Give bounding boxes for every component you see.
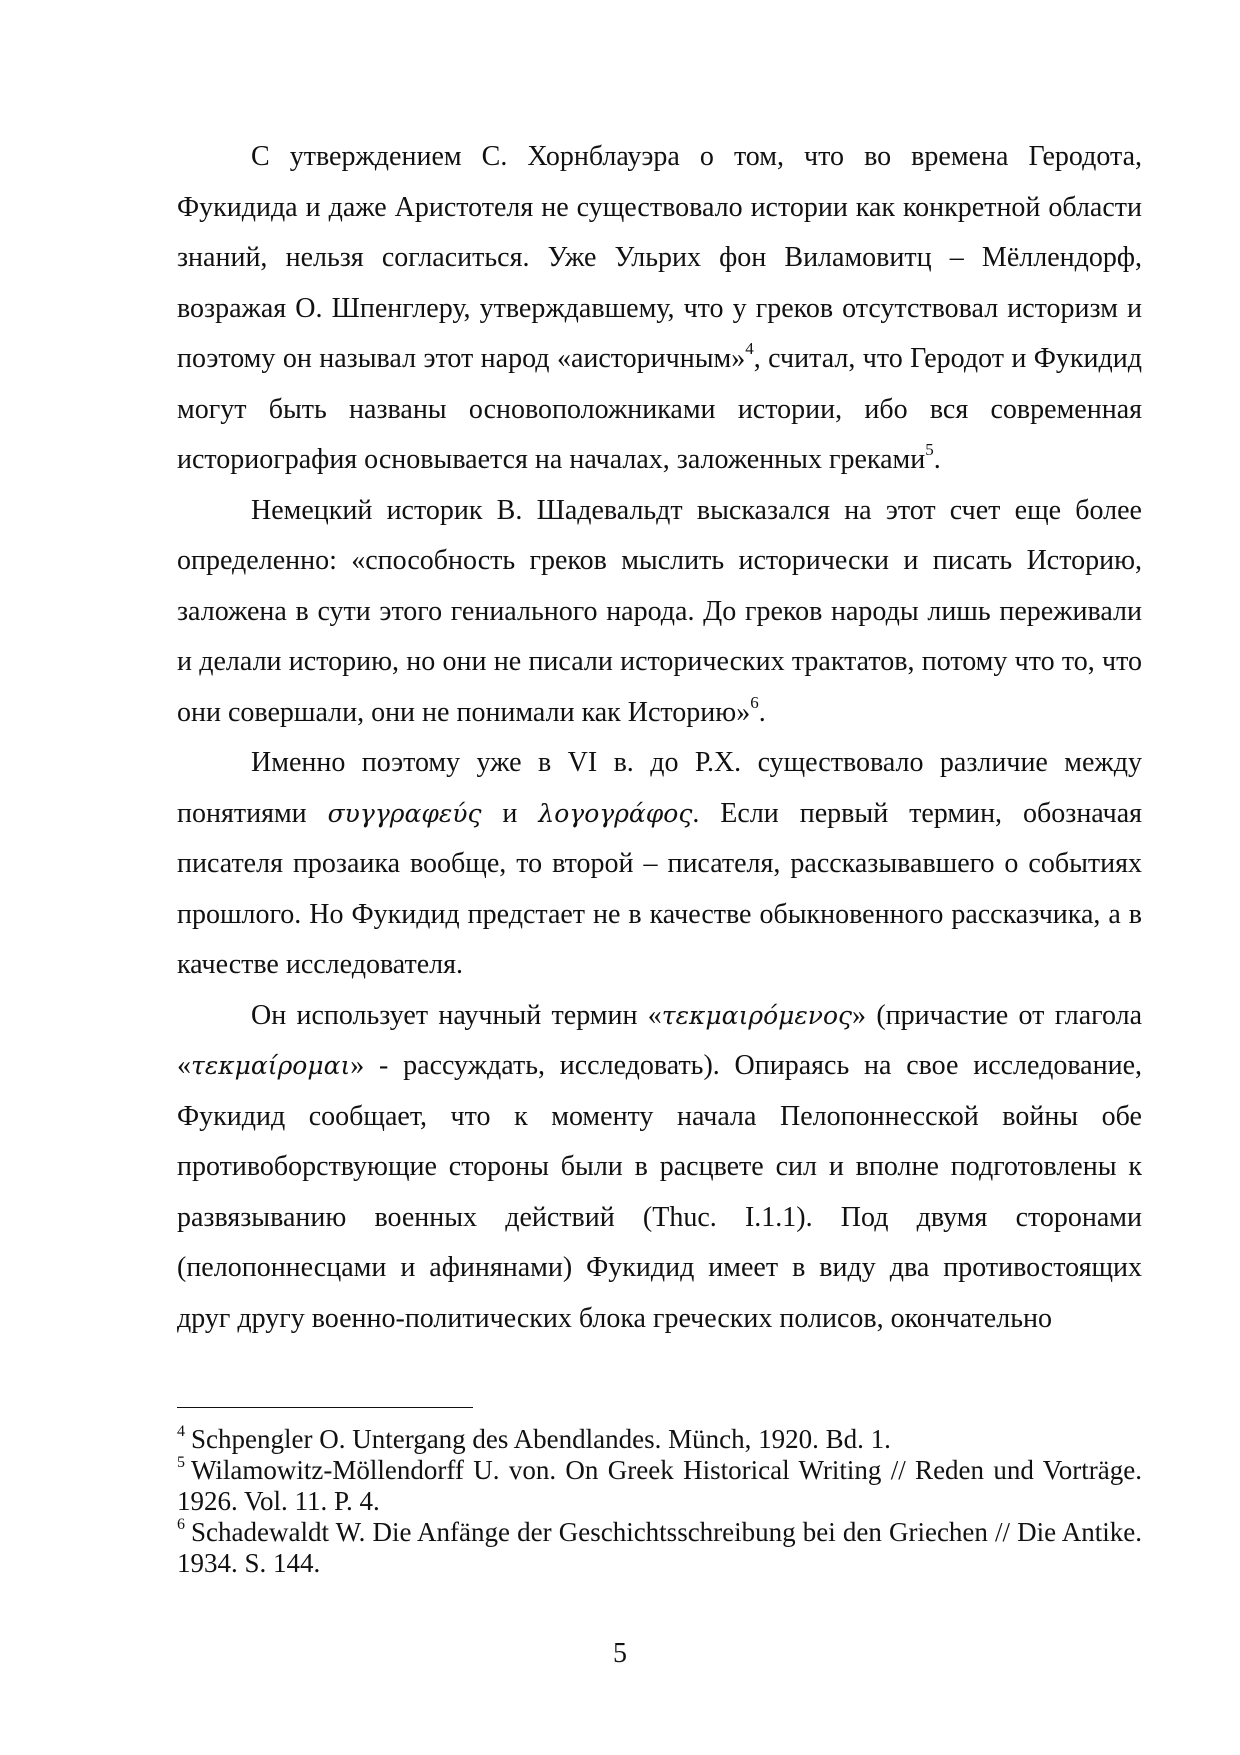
- footnote-6: [177, 1517, 1142, 1579]
- footnote-text: Wilamowitz-Möllendorff U. von. On Greek Historical Writing // Reden und Vorträge. 1926. Vol. 11. P. 4.: [177, 1455, 1142, 1516]
- paragraph-1-text-3: .: [933, 444, 941, 475]
- footnote-number: 4: [177, 1423, 185, 1440]
- page-number: 5: [613, 1638, 627, 1669]
- footnote-5: [177, 1455, 1142, 1517]
- footnote-text: Schadewaldt W. Die Anfänge der Geschichtsschreibung bei den Griechen // Die Antike. 1934. S. 144.: [177, 1517, 1142, 1578]
- paragraph-1: [177, 132, 1142, 486]
- greek-term-logographos: λογογράφος: [538, 798, 693, 828]
- paragraph-2-text-2: .: [758, 696, 766, 728]
- paragraph-3-text-2: и: [481, 797, 539, 829]
- paragraph-4-text: Он использует научный термин «: [251, 999, 662, 1031]
- paragraph-2: [177, 486, 1142, 739]
- greek-term-syngrapheus: συγγραφεύς: [327, 798, 482, 828]
- footnote-4: [177, 1424, 1142, 1455]
- paragraph-1-text-2: , считал, что Геродот и Фукидид могут быть названы основоположниками истории, ибо вся современная историография основывается на началах, заложенных греками: [177, 343, 1142, 475]
- greek-term-tekmairomenos: τεκμαιρόμενος: [661, 1000, 853, 1030]
- paragraph-3-text: Именно поэтому уже в VI в. до Р.Х. существовало различие между понятиями: [177, 747, 1142, 829]
- page-body: [177, 132, 1142, 1344]
- paragraph-2-text: Немецкий историк В. Шадевальдт высказался на этот счет еще более определенно: «способность греков мыслить исторически и писать Историю, заложена в сути этого гениального народа. До греков народы лишь переживали и делали историю, но они не писали исторических трактатов, потому что то, что они совершали, они не понимали как Историю»: [177, 494, 1142, 728]
- paragraph-3: [177, 738, 1142, 991]
- footnote-ref-6: 6: [750, 692, 759, 712]
- footnote-separator: [177, 1407, 473, 1408]
- paragraph-1-text: С утверждением С. Хорнблауэра о том, что во времена Геродота, Фукидида и даже Аристотеля не существовало истории как конкретной области знаний, нельзя согласиться. Уже Ульрих фон Виламовитц – Мёллендорф, возражая О. Шпенглеру, утверждавшему, что у греков отсутствовал историзм и поэтому он называл этот народ «аисторичным»: [177, 141, 1142, 374]
- footnote-number: 6: [177, 1516, 185, 1533]
- paragraph-3-text-3: . Если первый термин, обозначая писателя прозаика вообще, то второй – писателя, рассказывавшего о событиях прошлого. Но Фукидид предстает не в качестве обыкновенного рассказчика, а в качестве исследователя.: [177, 797, 1142, 980]
- greek-term-tekmairomai: τεκμαίρομαι: [191, 1051, 351, 1080]
- footnotes: [177, 1424, 1142, 1579]
- footnote-ref-5: 5: [925, 440, 934, 459]
- paragraph-4: [177, 991, 1142, 1345]
- paragraph-4-text-3: » - рассуждать, исследовать). Опираясь на свое исследование, Фукидид сообщает, что к моменту начала Пелопоннесской войны обе противоборствующие стороны были в расцвете сил и вполне подготовлены к развязыванию военных действий (Thuc. I.1.1). Под двумя сторонами (пелопоннесцами и афинянами) Фукидид имеет в виду два противостоящих друг другу военно-политических блока греческих полисов, окончательно: [177, 1050, 1142, 1334]
- paragraph-4-text-2: » (причастие от глагола «: [177, 999, 1143, 1081]
- footnote-number: 5: [177, 1454, 185, 1471]
- footnote-ref-4: 4: [745, 339, 754, 358]
- footnote-text: Schpengler O. Untergang des Abendlandes. Münch, 1920. Bd. 1.: [191, 1424, 891, 1454]
